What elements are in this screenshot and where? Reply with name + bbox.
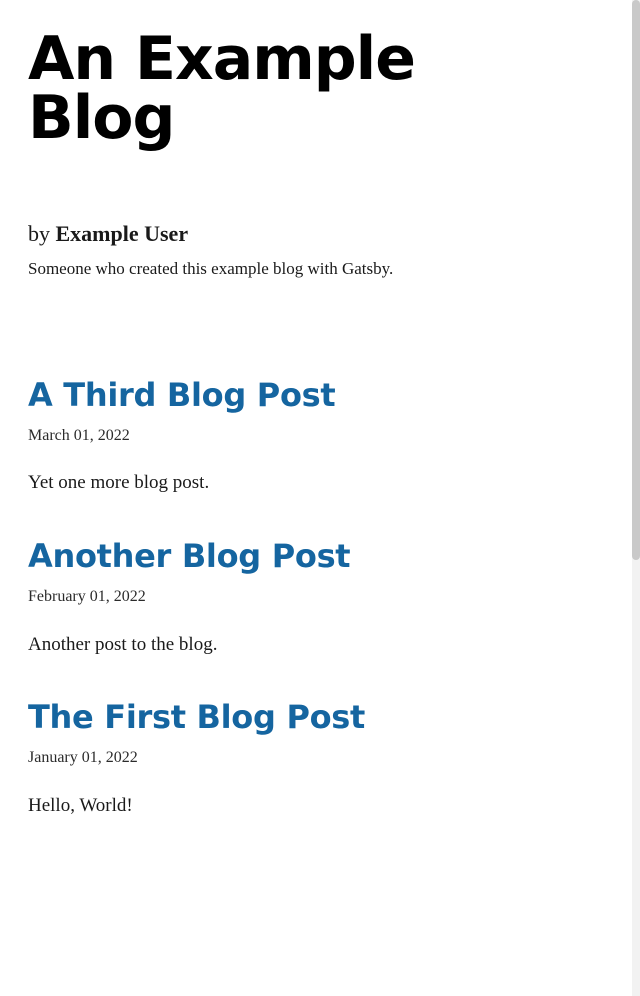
post-title-link[interactable] — [28, 375, 612, 414]
author-bio: Someone who created this example blog with Gatsby. — [28, 259, 394, 279]
post-date: February 01, 2022 — [28, 588, 146, 606]
post-date: January 01, 2022 — [28, 749, 138, 767]
post-title-link[interactable] — [28, 700, 612, 735]
post-excerpt: Hello, World! — [28, 794, 133, 816]
list-item — [28, 536, 612, 658]
post-excerpt: Yet one more blog post. — [28, 472, 210, 494]
scrollbar-thumb[interactable] — [632, 0, 640, 560]
byline-prefix: by — [28, 220, 50, 246]
byline — [28, 220, 612, 249]
post-title-anchor[interactable]: Another Blog Post — [28, 536, 351, 575]
page-title: An Example Blog — [28, 24, 415, 153]
list-item — [28, 375, 612, 497]
list-item — [28, 700, 612, 819]
scrollbar-track[interactable] — [632, 0, 640, 996]
post-date: March 01, 2022 — [28, 427, 130, 445]
author-name: Example User — [55, 220, 189, 246]
post-excerpt: Another post to the blog. — [28, 633, 218, 655]
post-title-anchor[interactable]: A Third Blog Post — [28, 375, 336, 414]
post-title-anchor[interactable]: The First Blog Post — [28, 698, 366, 737]
post-title-link[interactable] — [28, 536, 612, 575]
post-list — [28, 375, 612, 819]
